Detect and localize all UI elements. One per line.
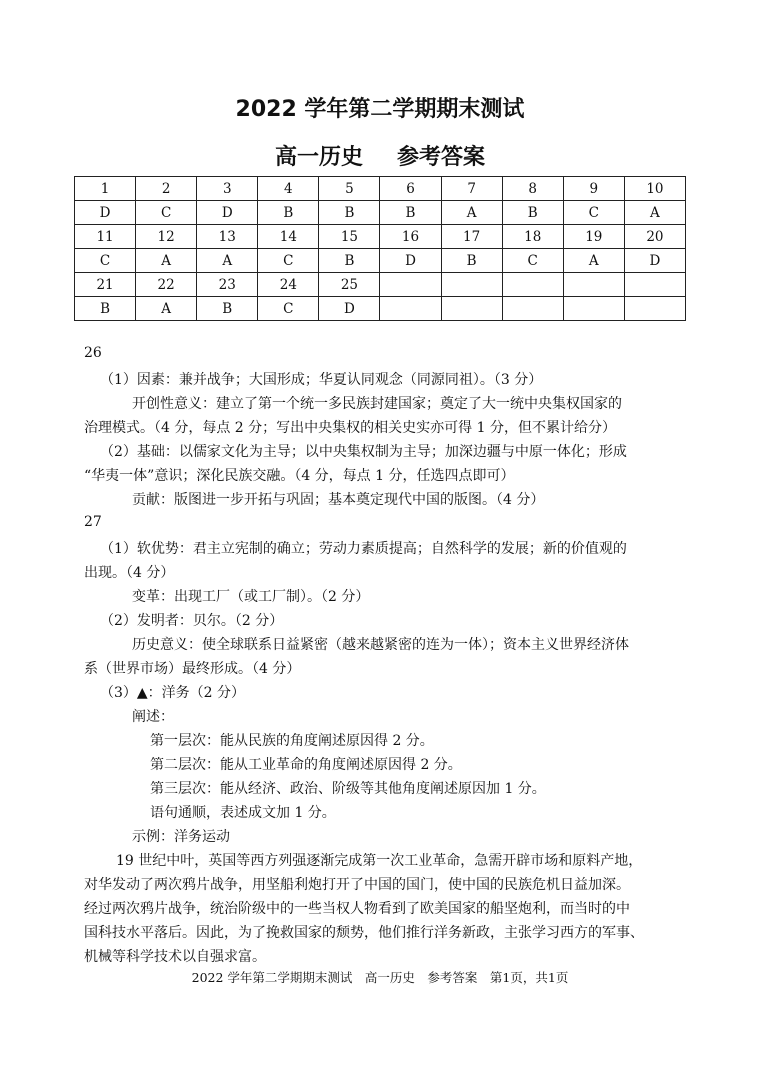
q27-example-line3: 经过两次鸦片战争，统治阶级中的一些当权人物看到了欧美国家的船坚炮利，而当时的中 (84, 901, 630, 917)
table-cell: B (75, 297, 136, 321)
table-cell: 22 (136, 273, 197, 297)
q27-number: 27 (84, 514, 102, 530)
table-cell: 14 (258, 225, 319, 249)
table-cell: 13 (197, 225, 258, 249)
table-cell (624, 297, 685, 321)
table-cell (502, 273, 563, 297)
table-cell: 16 (380, 225, 441, 249)
table-cell: A (563, 249, 624, 273)
table-cell: D (197, 201, 258, 225)
table-cell: B (258, 201, 319, 225)
table-cell: 12 (136, 225, 197, 249)
table-row (75, 273, 686, 297)
table-cell: B (197, 297, 258, 321)
table-cell: 1 (75, 177, 136, 201)
table-cell: D (380, 249, 441, 273)
table-cell: B (319, 249, 380, 273)
table-cell: 21 (75, 273, 136, 297)
q27-level1: 第一层次：能从民族的角度阐述原因得 2 分。 (150, 733, 434, 749)
q27-fluency: 语句通顺，表述成文加 1 分。 (150, 805, 336, 821)
table-cell (563, 273, 624, 297)
table-cell: 2 (136, 177, 197, 201)
table-cell: B (502, 201, 563, 225)
q26-part2-line1: （2）基础：以儒家文化为主导；以中央集权制为主导；加深边疆与中原一体化；形成 (100, 444, 627, 460)
table-cell: 25 (319, 273, 380, 297)
table-cell: 8 (502, 177, 563, 201)
table-cell: 18 (502, 225, 563, 249)
table-cell: C (136, 201, 197, 225)
table-cell: C (563, 201, 624, 225)
table-cell: A (624, 201, 685, 225)
table-cell (441, 273, 502, 297)
table-cell: C (258, 249, 319, 273)
table-cell (624, 273, 685, 297)
q27-part1-line2: 出现。（4 分） (84, 565, 175, 581)
table-cell: C (502, 249, 563, 273)
q27-change: 变革：出现工厂（或工厂制）。（2 分） (132, 589, 370, 605)
table-cell: D (319, 297, 380, 321)
table-cell: 10 (624, 177, 685, 201)
page-title: 2022 学年第二学期期末测试 (235, 97, 525, 122)
q27-example-label: 示例：洋务运动 (132, 829, 230, 845)
table-cell: 3 (197, 177, 258, 201)
table-row (75, 297, 686, 321)
q27-part1-line1: （1）软优势：君主立宪制的确立；劳动力素质提高；自然科学的发展；新的价值观的 (100, 541, 627, 557)
table-cell: D (624, 249, 685, 273)
table-cell (441, 297, 502, 321)
table-cell: B (380, 201, 441, 225)
q27-explain-label: 阐述： (132, 709, 174, 725)
page-subtitle (0, 140, 760, 171)
table-row (75, 249, 686, 273)
table-row (75, 225, 686, 249)
table-cell: C (258, 297, 319, 321)
q27-level2: 第二层次：能从工业革命的角度阐述原因得 2 分。 (150, 757, 462, 773)
q26-significance-line2: 治理模式。（4 分，每点 2 分；写出中央集权的相关史实亦可得 1 分，但不累计给分） (84, 420, 616, 436)
q27-level3: 第三层次：能从经济、政治、阶级等其他角度阐述原因加 1 分。 (150, 781, 546, 797)
table-cell: 4 (258, 177, 319, 201)
table-cell: 24 (258, 273, 319, 297)
table-cell (563, 297, 624, 321)
q27-part3: （3）▲：洋务（2 分） (100, 685, 246, 701)
table-row (75, 201, 686, 225)
table-row (75, 177, 686, 201)
table-cell: 9 (563, 177, 624, 201)
q26-number: 26 (84, 345, 102, 361)
table-cell: 23 (197, 273, 258, 297)
answer-table (74, 176, 686, 321)
table-cell: 5 (319, 177, 380, 201)
q27-meaning-line1: 历史意义：使全球联系日益紧密（越来越紧密的连为一体）；资本主义世界经济体 (132, 637, 629, 653)
table-cell (380, 273, 441, 297)
page-footer: 2022 学年第二学期期末测试 高一历史 参考答案 第1页，共1页 (191, 970, 569, 985)
q26-part1: （1）因素：兼并战争；大国形成；华夏认同观念（同源同祖）。（3 分） (100, 372, 543, 388)
table-cell: 6 (380, 177, 441, 201)
q26-part2-line2: “华夷一体”意识；深化民族交融。（4 分，每点 1 分，任选四点即可） (84, 468, 515, 484)
q27-example-line2: 对华发动了两次鸦片战争，用坚船利炮打开了中国的国门，使中国的民族危机日益加深。 (84, 877, 630, 893)
table-cell: 15 (319, 225, 380, 249)
table-cell (380, 297, 441, 321)
q26-significance-line1: 开创性意义：建立了第一个统一多民族封建国家；奠定了大一统中央集权国家的 (132, 396, 622, 412)
table-cell: A (136, 297, 197, 321)
table-cell: 20 (624, 225, 685, 249)
table-cell: 7 (441, 177, 502, 201)
table-cell: A (197, 249, 258, 273)
table-cell: 11 (75, 225, 136, 249)
table-cell: 17 (441, 225, 502, 249)
table-cell: A (136, 249, 197, 273)
q27-meaning-line2: 系（世界市场）最终形成。（4 分） (84, 661, 301, 677)
table-cell: C (75, 249, 136, 273)
q26-contribution: 贡献：版图进一步开拓与巩固；基本奠定现代中国的版图。（4 分） (132, 492, 545, 508)
table-cell: B (441, 249, 502, 273)
answer-key-label: 参考答案 (397, 145, 486, 170)
table-cell (502, 297, 563, 321)
table-cell: D (75, 201, 136, 225)
table-cell: B (319, 201, 380, 225)
q27-example-line1: 19 世纪中叶，英国等西方列强逐渐完成第一次工业革命，急需开辟市场和原料产地， (116, 853, 643, 869)
table-cell: A (441, 201, 502, 225)
table-cell: 19 (563, 225, 624, 249)
q27-part2: （2）发明者：贝尔。（2 分） (100, 613, 284, 629)
q27-example-line4: 国科技水平落后。因此，为了挽救国家的颓势，他们推行洋务新政，主张学习西方的军事、 (84, 925, 644, 941)
subject-label: 高一历史 (274, 145, 363, 170)
q27-example-line5: 机械等科学技术以自强求富。 (84, 949, 266, 965)
